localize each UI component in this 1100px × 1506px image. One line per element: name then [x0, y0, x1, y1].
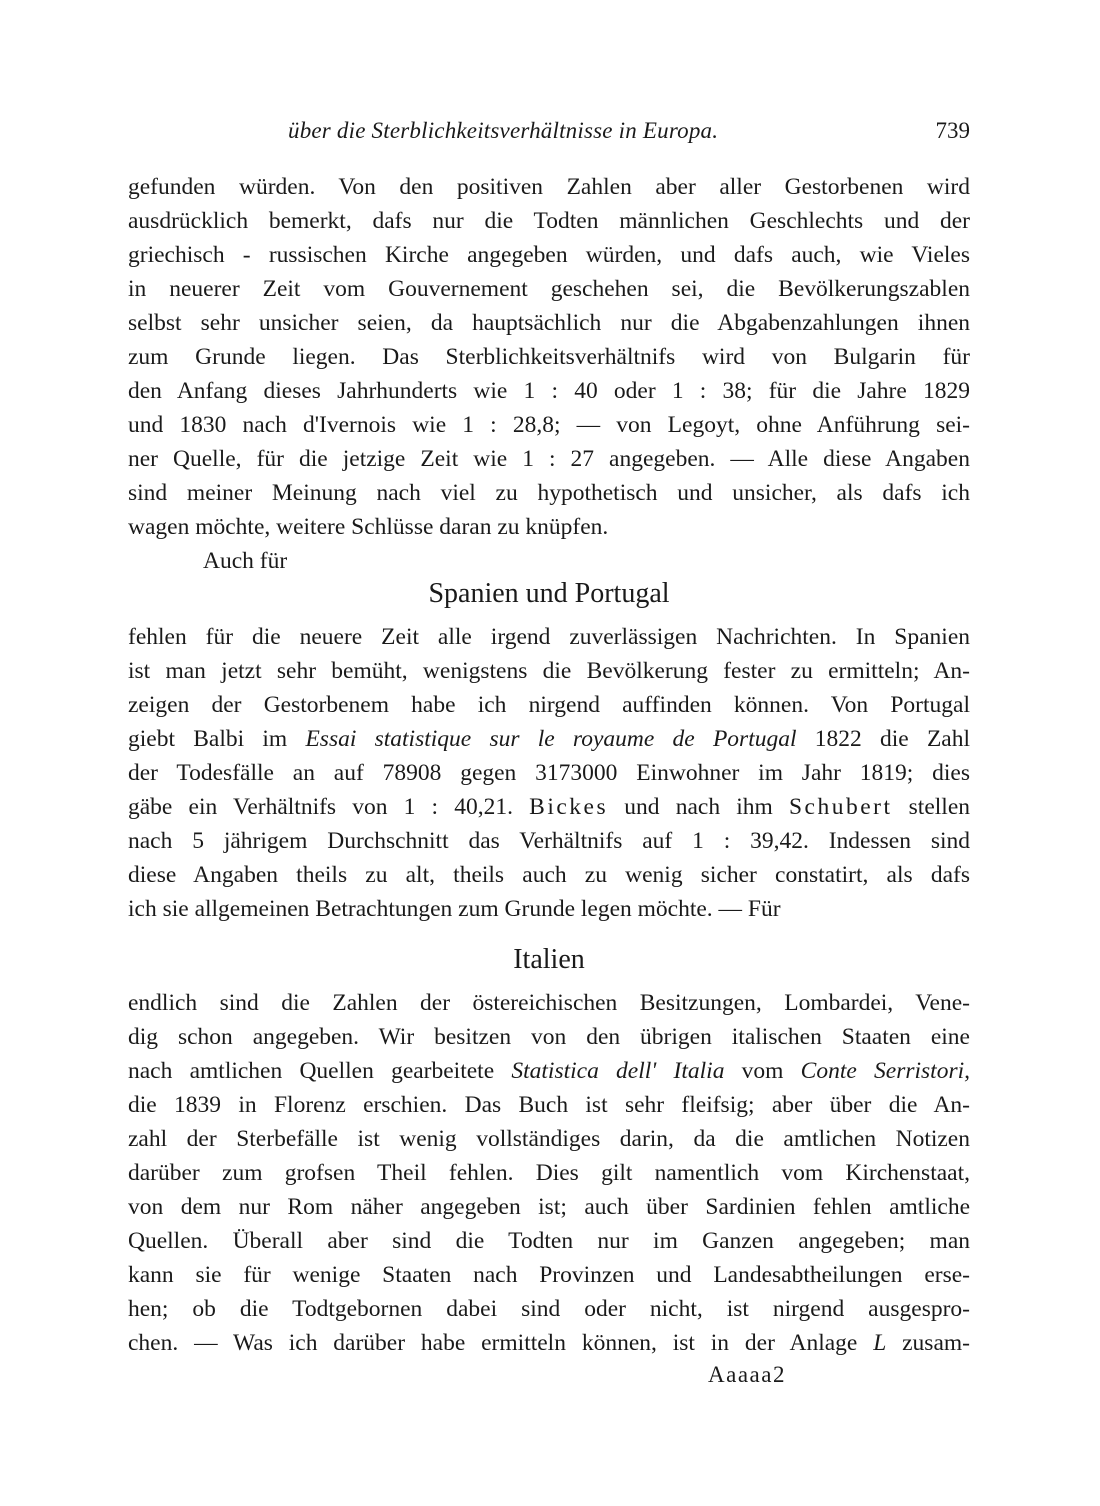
text-line: endlich sind die Zahlen der östereichischen Besitzungen, Lombardei, Vene- — [128, 990, 970, 1016]
text-line: der Todesfälle an auf 78908 gegen 3173000 Einwohner im Jahr 1819; dies — [128, 760, 970, 786]
text-line: kann sie für wenige Staaten nach Provinzen und Landesabtheilungen erse- — [128, 1262, 970, 1288]
text-line: den Anfang dieses Jahrhunderts wie 1 : 40 oder 1 : 38; für die Jahre 1829 — [128, 378, 970, 404]
text-line: zeigen der Gestorbenem habe ich nirgend auffinden können. Von Portugal — [128, 692, 970, 718]
text-fragment: nach amtlichen Quellen gearbeitete — [128, 1058, 512, 1084]
text-fragment: und nach ihm — [608, 794, 789, 820]
text-line — [128, 1054, 970, 1088]
text-line: diese Angaben theils zu alt, theils auch zu wenig sicher constatirt, als dafs — [128, 862, 970, 888]
author-name-spaced: Schubert — [788, 794, 893, 820]
text-line: ausdrücklich bemerkt, dafs nur die Todten männlichen Geschlechts und der — [128, 208, 970, 234]
running-head — [128, 118, 970, 152]
text-line: ner Quelle, für die jetzige Zeit wie 1 : 27 angegeben. — Alle diese Angaben — [128, 446, 970, 472]
text-line: zum Grunde liegen. Das Sterblichkeitsverhältnifs wird von Bulgarin für — [128, 344, 970, 370]
text-fragment: vom — [724, 1058, 801, 1084]
text-line: selbst sehr unsicher seien, da hauptsächlich nur die Abgabenzahlungen ihnen — [128, 310, 970, 336]
text-fragment: giebt Balbi im — [128, 726, 306, 752]
text-line: fehlen für die neuere Zeit alle irgend zuverlässigen Nachrichten. In Spanien — [128, 624, 970, 650]
annex-letter-italic: L — [873, 1330, 887, 1356]
section-heading-spanien-portugal: Spanien und Portugal — [428, 578, 670, 609]
signature-mark: Aaaaa2 — [708, 1362, 786, 1387]
text-line: ist man jetzt sehr bemüht, wenigstens die Bevölkerung fester zu ermitteln; An- — [128, 658, 970, 684]
text-line: die 1839 in Florenz erschien. Das Buch ist sehr fleifsig; aber über die An- — [128, 1092, 970, 1118]
book-title-italic: Statistica dell' Italia — [511, 1058, 725, 1084]
text-line: von dem nur Rom näher angegeben ist; auch über Sardinien fehlen amtliche — [128, 1194, 970, 1220]
text-line — [128, 722, 970, 756]
text-fragment: stellen — [892, 794, 971, 820]
text-line — [128, 1326, 970, 1360]
text-line: griechisch - russischen Kirche angegeben würden, und dafs auch, wie Vieles — [128, 242, 970, 268]
text-line: zahl der Sterbefälle ist wenig vollständiges darin, da die amtlichen Notizen — [128, 1126, 970, 1152]
text-line: gefunden würden. Von den positiven Zahlen aber aller Gestorbenen wird — [128, 174, 970, 200]
text-fragment: 1822 die Zahl — [796, 726, 971, 752]
page-number: 739 — [935, 118, 970, 143]
text-line: darüber zum grofsen Theil fehlen. Dies gilt namentlich vom Kirchenstaat, — [128, 1160, 970, 1186]
running-title: über die Sterblichkeitsverhältnisse in Europa. — [288, 118, 719, 143]
text-fragment: chen. — Was ich darüber habe ermitteln können, ist in der Anlage — [128, 1330, 874, 1356]
text-line — [128, 790, 970, 824]
book-title-italic: Essai statistique sur le royaume de Portugal — [305, 726, 797, 752]
text-line: dig schon angegeben. Wir besitzen von den übrigen italischen Staaten eine — [128, 1024, 970, 1050]
text-line: in neuerer Zeit vom Gouvernement geschehen sei, die Bevölkerungszablen — [128, 276, 970, 302]
text-line: Quellen. Überall aber sind die Todten nur im Ganzen angegeben; man — [128, 1228, 970, 1254]
text-fragment: zusam- — [886, 1330, 970, 1356]
text-line: wagen möchte, weitere Schlüsse daran zu knüpfen. — [128, 514, 609, 540]
text-line: hen; ob die Todtgebornen dabei sind oder nicht, ist nirgend ausgespro- — [128, 1296, 970, 1322]
text-line: nach 5 jährigem Durchschnitt das Verhältnifs auf 1 : 39,42. Indessen sind — [128, 828, 970, 854]
text-line: sind meiner Meinung nach viel zu hypothetisch und unsicher, als dafs ich — [128, 480, 970, 506]
text-line: ich sie allgemeinen Betrachtungen zum Grunde legen möchte. — Für — [128, 896, 781, 922]
author-name-spaced: Bickes — [529, 794, 609, 820]
lead-in-text: Auch für — [203, 548, 288, 574]
author-name-italic: Conte Serristori, — [800, 1058, 970, 1084]
text-fragment: gäbe ein Verhältnifs von 1 : 40,21. — [128, 794, 530, 820]
section-heading-italien: Italien — [513, 944, 585, 975]
text-line: und 1830 nach d'Ivernois wie 1 : 28,8; — von Legoyt, ohne Anführung sei- — [128, 412, 970, 438]
